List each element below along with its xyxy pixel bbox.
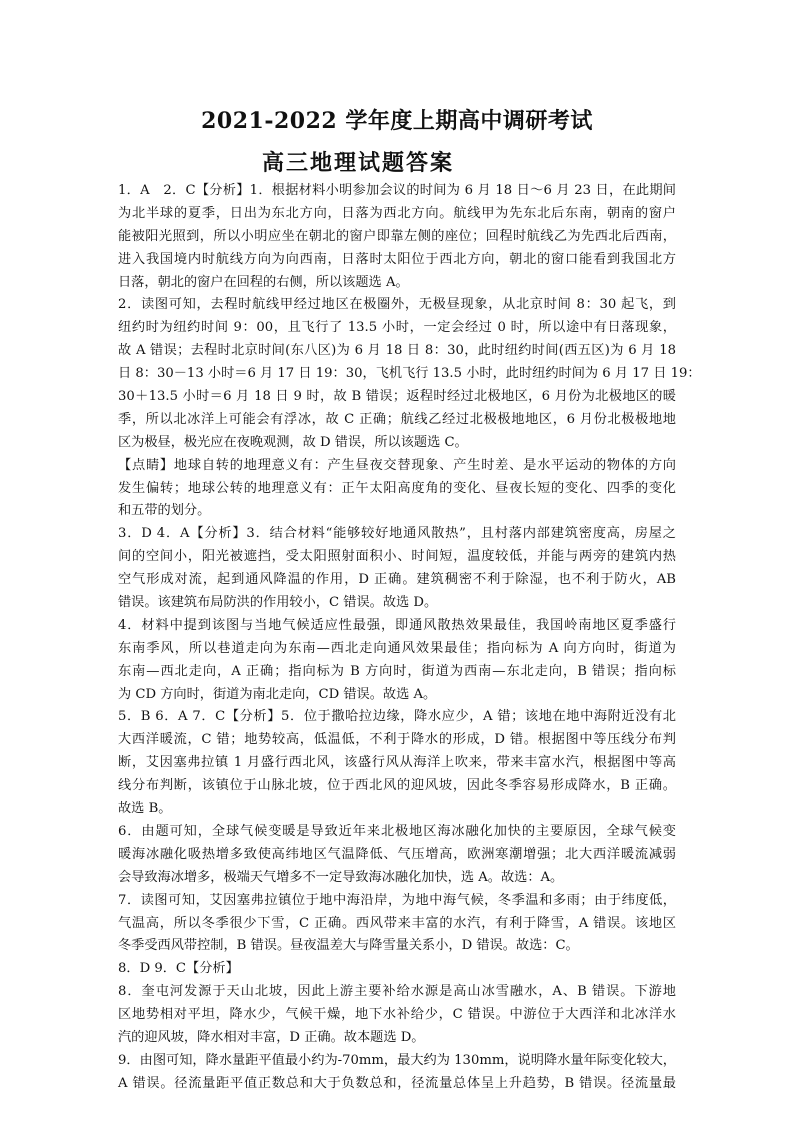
text-line: 空气形成对流，起到通风降温的作用，D 正确。建筑稠密不利于除湿，也不利于防火，AB <box>118 572 676 588</box>
text-line: 进入我国境内时航线方向为向西南，日落时太阳位于西北方向，朝北的窗口能看到我国北方 <box>118 251 676 267</box>
text-line: 线分布判断，该镇位于山脉北坡，位于西北风的迎风坡，因此冬季容易形成降水，B 正确。 <box>118 778 676 794</box>
text-line: 9．由图可知，降水量距平值最小约为-70mm，最大约为 130mm，说明降水量年际变化较大， <box>118 1052 676 1068</box>
text-line: 东南—西北走向，A 正确；指向标为 B 方向时，街道为西南—东北走向，B 错误；指向标 <box>118 663 676 679</box>
text-line: 会导致海冰增多，极端天气增多不一定导致海冰融化加快，选 A。故选：A。 <box>118 869 564 885</box>
text-line: 5．B 6．A 7．C【分析】5．位于撒哈拉边缘，降水应少，A 错；该地在地中海附近没有北 <box>118 709 676 725</box>
text-line: 7．读图可知，艾因塞弗拉镇位于地中海沿岸，为地中海气候，冬季温和多雨；由于纬度低， <box>118 892 676 908</box>
text-line: 30＋13.5 小时＝6 月 18 日 9 时，故 B 错误；返程时经过北极地区，6 月份为北极地区的暖 <box>118 389 676 405</box>
text-line: 区地势相对平坦，降水少，气候干燥，地下水补给少，C 错误。中游位于大西洋和北冰洋水 <box>118 1007 676 1023</box>
text-line: 4．材料中提到该图与当地气候适应性最强，即通风散热效果最佳，我国岭南地区夏季盛行 <box>118 617 676 633</box>
text-line: 东南季风，所以巷道走向为东南—西北走向通风效果最佳；指向标为 A 向方向时，街道为 <box>118 640 676 656</box>
text-line: 气温高，所以冬季很少下雪，C 正确。西风带来丰富的水汽，有利于降雪，A 错误。该地区 <box>118 915 676 931</box>
text-line: 断，艾因塞弗拉镇 1 月盛行西北风，该盛行风从海洋上吹来，带来丰富水汽，根据图中等高 <box>118 755 676 771</box>
text-line: 故选 B。 <box>118 801 172 817</box>
text-line: 冬季受西风带控制，B 错误。昼夜温差大与降雪量关系小，D 错误。故选：C。 <box>118 938 579 954</box>
text-line: 6．由题可知，全球气候变暖是导致近年来北极地区海冰融化加快的主要原因，全球气候变 <box>118 823 676 839</box>
text-line: 日落，朝北的窗户在回程的右侧，所以该题选 A。 <box>118 274 409 290</box>
text-line: 错误。该建筑布局防洪的作用较小，C 错误。故选 D。 <box>118 595 438 611</box>
text-line: A 错误。径流量距平值正数总和大于负数总和，径流量总体呈上升趋势，B 错误。径流量最 <box>118 1075 676 1091</box>
text-line: 间的空间小，阳光被遮挡，受太阳照射面积小、时间短，温度较低，并能与两旁的建筑内热 <box>118 549 676 565</box>
text-line: 大西洋暖流，C 错；地势较高，低温低，不利于降水的形成，D 错。根据图中等压线分布判 <box>118 732 676 748</box>
text-line: 季，所以北冰洋上可能会有浮冰，故 C 正确；航线乙经过北极极地地区，6 月份北极极地地 <box>118 411 676 427</box>
text-line: 和五带的划分。 <box>118 503 211 519</box>
text-line: 故 A 错误；去程时北京时间(东八区)为 6 月 18 日 8：30，此时纽约时间(西五区)为 6 月 18 <box>118 343 676 359</box>
text-line: 日 8：30－13 小时＝6 月 17 日 19：30，飞机飞行 13.5 小时，此时纽约时间为 6 月 17 日 19： <box>118 366 701 382</box>
document-subtitle: 高三地理试题答案 <box>262 150 455 176</box>
document-title: 2021-2022 学年度上期高中调研考试 <box>201 108 593 134</box>
text-line: 暖海冰融化吸热增多致使高纬地区气温降低、气压增高，欧洲寒潮增强；北大西洋暖流减弱 <box>118 846 676 862</box>
text-line: 为北半球的夏季，日出为东北方向，日落为西北方向。航线甲为先东北后东南，朝南的窗户 <box>118 205 676 221</box>
text-line: 为 CD 方向时，街道为南北走向，CD 错误。故选 A。 <box>118 686 437 702</box>
text-line: 纽约时为纽约时间 9：00，且飞行了 13.5 小时，一定会经过 0 时，所以途中有日落现象， <box>118 320 676 336</box>
text-line: 3．D 4．A【分析】3．结合材料“能够较好地通风散热”，且村落内部建筑密度高，房屋之 <box>118 526 676 542</box>
answer-body <box>118 180 701 1096</box>
text-line: 发生偏转；地球公转的地理意义有：正午太阳高度角的变化、昼夜长短的变化、四季的变化 <box>118 480 676 496</box>
text-line: 1．A 2．C【分析】1．根据材料小明参加会议的时间为 6 月 18 日～6 月 23 日，在此期间 <box>118 183 676 198</box>
text-line: 【点睛】地球自转的地理意义有：产生昼夜交替现象、产生时差、是水平运动的物体的方向 <box>118 457 676 473</box>
text-line: 区为极昼，极光应在夜晚观测，故 D 错误，所以该题选 C。 <box>118 434 468 450</box>
text-line: 8．D 9．C【分析】 <box>118 961 239 977</box>
text-line: 2．读图可知，去程时航线甲经过地区在极圈外，无极昼现象，从北京时间 8：30 起飞，到 <box>118 297 676 313</box>
text-line: 能被阳光照到，所以小明应坐在朝北的窗户即靠左侧的座位；回程时航线乙为先西北后西南， <box>118 228 676 244</box>
text-line: 汽的迎风坡，降水相对丰富，D 正确。故本题选 D。 <box>118 1029 425 1045</box>
text-line: 8．奎屯河发源于天山北坡，因此上游主要补给水源是高山冰雪融水，A、B 错误。下游地 <box>118 984 676 1000</box>
